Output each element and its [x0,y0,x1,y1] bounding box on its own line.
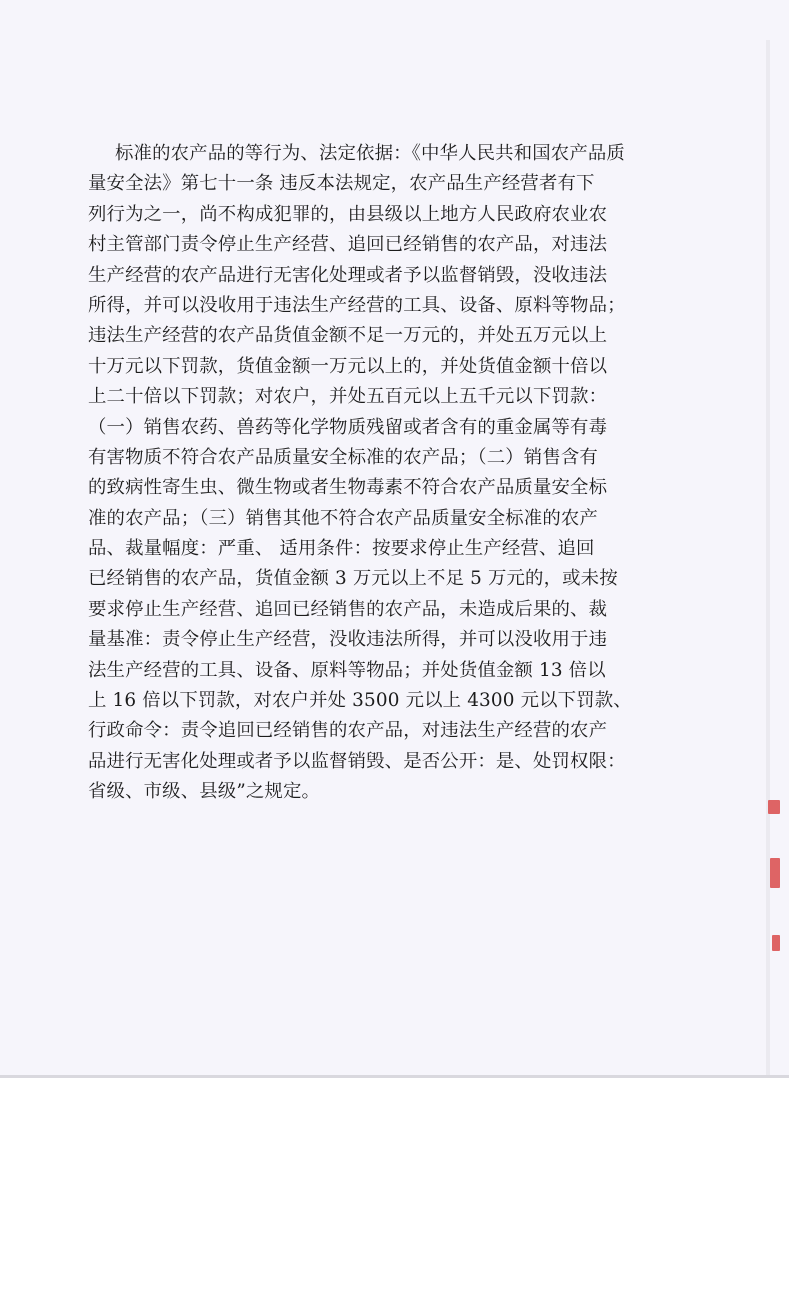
seal-stamp-fragment [770,858,780,888]
text-line: 品进行无害化处理或者予以监督销毁、是否公开：是、处罚权限： [88,750,626,772]
text-line: 列行为之一，尚不构成犯罪的，由县级以上地方人民政府农业农 [88,203,608,225]
text-line: 准的农产品；（三）销售其他不符合农产品质量安全标准的农产 [88,507,598,529]
text-line: 有害物质不符合农产品质量安全标准的农产品；（二）销售含有 [88,446,598,468]
text-line: 村主管部门责令停止生产经营、追回已经销售的农产品，对违法 [88,234,608,256]
text-line: 生产经营的农产品进行无害化处理或者予以监督销毁，没收违法 [88,264,608,286]
seal-stamp-fragment [772,935,780,951]
text-line: 量安全法》第七十一条 违反本法规定，农产品生产经营者有下 [88,173,595,195]
text-line: （一）销售农药、兽药等化学物质残留或者含有的重金属等有毒 [88,416,608,438]
text-line: 上二十倍以下罚款；对农户，并处五百元以上五千元以下罚款： [88,386,608,408]
text-line: 行政命令：责令追回已经销售的农产品，对违法生产经营的农产 [88,720,608,742]
seal-stamp-fragment [768,800,780,814]
text-line: 违法生产经营的农产品货值金额不足一万元的，并处五万元以上 [88,325,608,347]
text-line: 十万元以下罚款，货值金额一万元以上的，并处货值金额十倍以 [88,355,608,377]
text-line: 标准的农产品的等行为、法定依据：《中华人民共和国农产品质 [115,143,625,164]
text-line: 品、裁量幅度：严重、 适用条件：按要求停止生产经营、追回 [88,538,595,560]
text-line: 所得，并可以没收用于违法生产经营的工具、设备、原料等物品； [88,294,626,316]
page-edge-shadow [766,40,770,1075]
text-line: 量基准：责令停止生产经营，没收违法所得，并可以没收用于违 [88,629,608,651]
text-line: 已经销售的农产品，货值金额 3 万元以上不足 5 万元的，或未按 [88,568,618,590]
document-body [88,139,688,808]
text-line: 上 16 倍以下罚款，对农户并处 3500 元以上 4300 元以下罚款、 [88,690,632,712]
page-bottom-edge [0,1075,789,1078]
text-line: 要求停止生产经营、追回已经销售的农产品，未造成后果的、裁 [88,598,608,620]
text-line: 省级、市级、县级”之规定。 [88,781,321,803]
text-line: 的致病性寄生虫、微生物或者生物毒素不符合农产品质量安全标 [88,477,608,499]
text-line: 法生产经营的工具、设备、原料等物品；并处货值金额 13 倍以 [88,659,606,681]
